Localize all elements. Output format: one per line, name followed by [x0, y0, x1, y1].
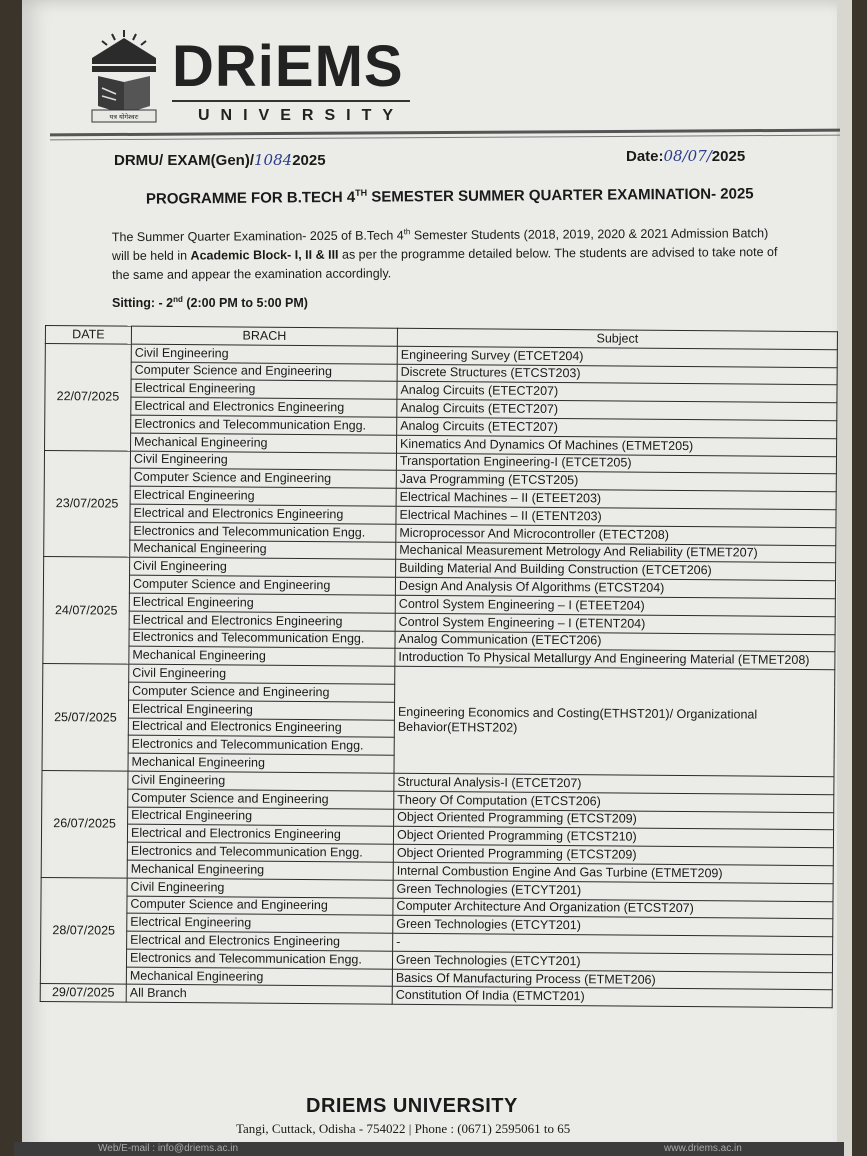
subject-cell: Electrical Machines – II (ETENT203) — [396, 506, 836, 527]
footer-bar — [14, 1142, 844, 1156]
branch-cell: Electrical Engineering — [128, 700, 394, 720]
exam-date-cell: 29/07/2025 — [40, 984, 126, 1002]
exam-date-cell: 23/07/2025 — [44, 450, 131, 557]
brand-divider — [172, 100, 410, 102]
subject-cell: Structural Analysis-I (ETCET207) — [394, 773, 834, 794]
logo-motto: यत्र योगेश्वरः — [109, 113, 139, 121]
branch-cell: Electrical and Electronics Engineering — [129, 611, 395, 631]
header-date: DATE — [45, 326, 131, 344]
branch-cell: Electrical and Electronics Engineering — [131, 397, 397, 417]
subject-cell: Green Technologies (ETCYT201) — [392, 951, 832, 972]
branch-cell: Mechanical Engineering — [128, 753, 394, 773]
issue-date — [626, 147, 745, 165]
exam-date-cell: 22/07/2025 — [45, 343, 132, 450]
exam-date-cell: 28/07/2025 — [40, 877, 127, 984]
subject-cell: Electrical Machines – II (ETEET203) — [396, 488, 836, 509]
branch-cell: Electrical Engineering — [129, 593, 395, 613]
branch-cell: Mechanical Engineering — [129, 647, 395, 667]
reference-prefix: DRMU/ EXAM(Gen)/ — [114, 152, 254, 169]
branch-cell: Computer Science and Engineering — [127, 896, 393, 916]
reference-number — [114, 151, 326, 169]
subject-cell: Design And Analysis Of Algorithms (ETCST204) — [395, 577, 835, 598]
branch-cell: Electrical and Electronics Engineering — [127, 824, 393, 844]
branch-cell: Civil Engineering — [127, 878, 393, 898]
header-branch: BRACH — [131, 326, 397, 346]
subject-cell: Mechanical Measurement Metrology And Reliability (ETMET207) — [396, 542, 836, 563]
exam-date-cell: 26/07/2025 — [41, 770, 128, 877]
title-sup: TH — [355, 187, 368, 198]
branch-cell: Civil Engineering — [128, 771, 394, 791]
branch-cell: Computer Science and Engineering — [129, 682, 395, 702]
subject-cell: Basics Of Manufacturing Process (ETMET206) — [392, 969, 832, 990]
footer-website: www.driems.ac.in — [664, 1143, 742, 1154]
branch-cell: Electronics and Telecommunication Engg. — [128, 735, 394, 755]
sitting-sup: nd — [173, 295, 183, 304]
sitting-post: (2:00 PM to 5:00 PM) — [182, 296, 308, 311]
university-logo-icon — [88, 28, 160, 124]
subject-cell: Constitution Of India (ETMCT201) — [392, 987, 832, 1008]
exam-schedule-table-wrap — [40, 325, 837, 1008]
brand-name: DRiEMS — [172, 34, 404, 99]
reference-handwritten: 1084 — [254, 151, 293, 169]
branch-cell: Civil Engineering — [130, 558, 396, 578]
intro-part-3: as per the programme detailed below. The students are advised to take note of the same and appear the examination accordingly. — [112, 245, 778, 283]
branch-cell: Mechanical Engineering — [131, 433, 397, 453]
branch-cell: All Branch — [126, 985, 392, 1005]
intro-part-1: The Summer Quarter Examination- 2025 of B.Tech 4 — [111, 228, 404, 245]
branch-cell: Electrical Engineering — [131, 380, 397, 400]
branch-cell: Mechanical Engineering — [130, 540, 396, 560]
subject-cell: Analog Circuits (ETECT207) — [397, 399, 837, 420]
subject-cell: Analog Circuits (ETECT207) — [397, 417, 837, 438]
branch-cell: Electronics and Telecommunication Engg. — [130, 522, 396, 542]
date-handwritten: 08/07/ — [663, 147, 712, 165]
branch-cell: Computer Science and Engineering — [129, 575, 395, 595]
subject-cell: Kinematics And Dynamics Of Machines (ETMET205) — [397, 435, 837, 456]
title-post: SEMESTER SUMMER QUARTER EXAMINATION- 2025 — [367, 185, 754, 206]
intro-venue: Academic Block- I, II & III — [190, 247, 339, 263]
header-subject: Subject — [397, 328, 837, 349]
branch-cell: Computer Science and Engineering — [128, 789, 394, 809]
intro-sup: th — [403, 227, 411, 237]
subject-cell: Internal Combustion Engine And Gas Turbine (ETMET209) — [393, 862, 833, 883]
subject-cell: Green Technologies (ETCYT201) — [393, 880, 833, 901]
footer-email: Web/E-mail : info@driems.ac.in — [98, 1143, 239, 1154]
branch-cell: Electronics and Telecommunication Engg. — [129, 629, 395, 649]
subject-cell: Analog Communication (ETECT206) — [395, 631, 835, 652]
subject-cell: - — [393, 933, 833, 954]
branch-cell: Civil Engineering — [131, 344, 397, 364]
subject-cell: Computer Architecture And Organization (ETCST207) — [393, 898, 833, 919]
subject-cell-merged: Engineering Economics and Costing(ETHST201)/ Organizational Behavior(ETHST202) — [394, 666, 835, 776]
branch-cell: Computer Science and Engineering — [130, 469, 396, 489]
branch-cell: Electronics and Telecommunication Engg. — [131, 415, 397, 435]
exam-date-cell: 25/07/2025 — [42, 664, 129, 771]
branch-cell: Electronics and Telecommunication Engg. — [126, 949, 392, 969]
date-year: 2025 — [711, 148, 746, 165]
subject-cell: Object Oriented Programming (ETCST210) — [393, 827, 833, 848]
branch-cell: Electrical Engineering — [128, 807, 394, 827]
branch-cell: Electrical and Electronics Engineering — [130, 504, 396, 524]
reference-year: 2025 — [292, 152, 326, 169]
exam-schedule-table — [40, 325, 838, 1008]
branch-cell: Civil Engineering — [129, 664, 395, 684]
subject-cell: Building Material And Building Construction (ETCET206) — [396, 560, 836, 581]
title-pre: PROGRAMME FOR B.TECH 4 — [145, 188, 356, 208]
subject-cell: Control System Engineering – I (ETEET204) — [395, 595, 835, 616]
subject-cell: Analog Circuits (ETECT207) — [397, 382, 837, 403]
intro-part-2: Semester Students (2018, 2019, 2020 & 2021 Admission Batch) will be held in — [111, 226, 769, 264]
subject-cell: Discrete Structures (ETCST203) — [397, 364, 837, 385]
branch-cell: Mechanical Engineering — [126, 967, 392, 987]
footer-address: Tangi, Cuttack, Odisha - 754022 | Phone : (0671) 2595061 to 65 — [236, 1121, 571, 1136]
date-label: Date: — [626, 148, 664, 165]
branch-cell: Electrical Engineering — [127, 913, 393, 933]
footer-title: DRIEMS UNIVERSITY — [306, 1095, 518, 1117]
branch-cell: Mechanical Engineering — [127, 860, 393, 880]
subject-cell: Theory Of Computation (ETCST206) — [394, 791, 834, 812]
intro-paragraph — [112, 220, 782, 285]
exam-date-cell: 24/07/2025 — [43, 557, 130, 664]
page-edge-shadow — [837, 0, 852, 1156]
table-body — [40, 343, 837, 1008]
sitting-pre: Sitting: - 2 — [112, 296, 174, 311]
subject-cell: Java Programming (ETCST205) — [396, 471, 836, 492]
branch-cell: Electrical and Electronics Engineering — [127, 931, 393, 951]
subject-cell: Green Technologies (ETCYT201) — [393, 916, 833, 937]
subject-cell: Transportation Engineering-I (ETCET205) — [396, 453, 836, 474]
subject-cell: Control System Engineering – I (ETENT204) — [395, 613, 835, 634]
subject-cell: Object Oriented Programming (ETCST209) — [393, 844, 833, 865]
branch-cell: Computer Science and Engineering — [131, 362, 397, 382]
brand-subtitle: UNIVERSITY — [198, 107, 405, 124]
branch-cell: Electronics and Telecommunication Engg. — [127, 842, 393, 862]
subject-cell: Microprocessor And Microcontroller (ETECT208) — [396, 524, 836, 545]
subject-cell: Introduction To Physical Metallurgy And Engineering Material (ETMET208) — [395, 649, 835, 670]
branch-cell: Civil Engineering — [130, 451, 396, 471]
sitting-info — [112, 295, 308, 310]
branch-cell: Electrical Engineering — [130, 486, 396, 506]
subject-cell: Engineering Survey (ETCET204) — [397, 346, 837, 367]
subject-cell: Object Oriented Programming (ETCST209) — [394, 809, 834, 830]
branch-cell: Electrical and Electronics Engineering — [128, 718, 394, 738]
